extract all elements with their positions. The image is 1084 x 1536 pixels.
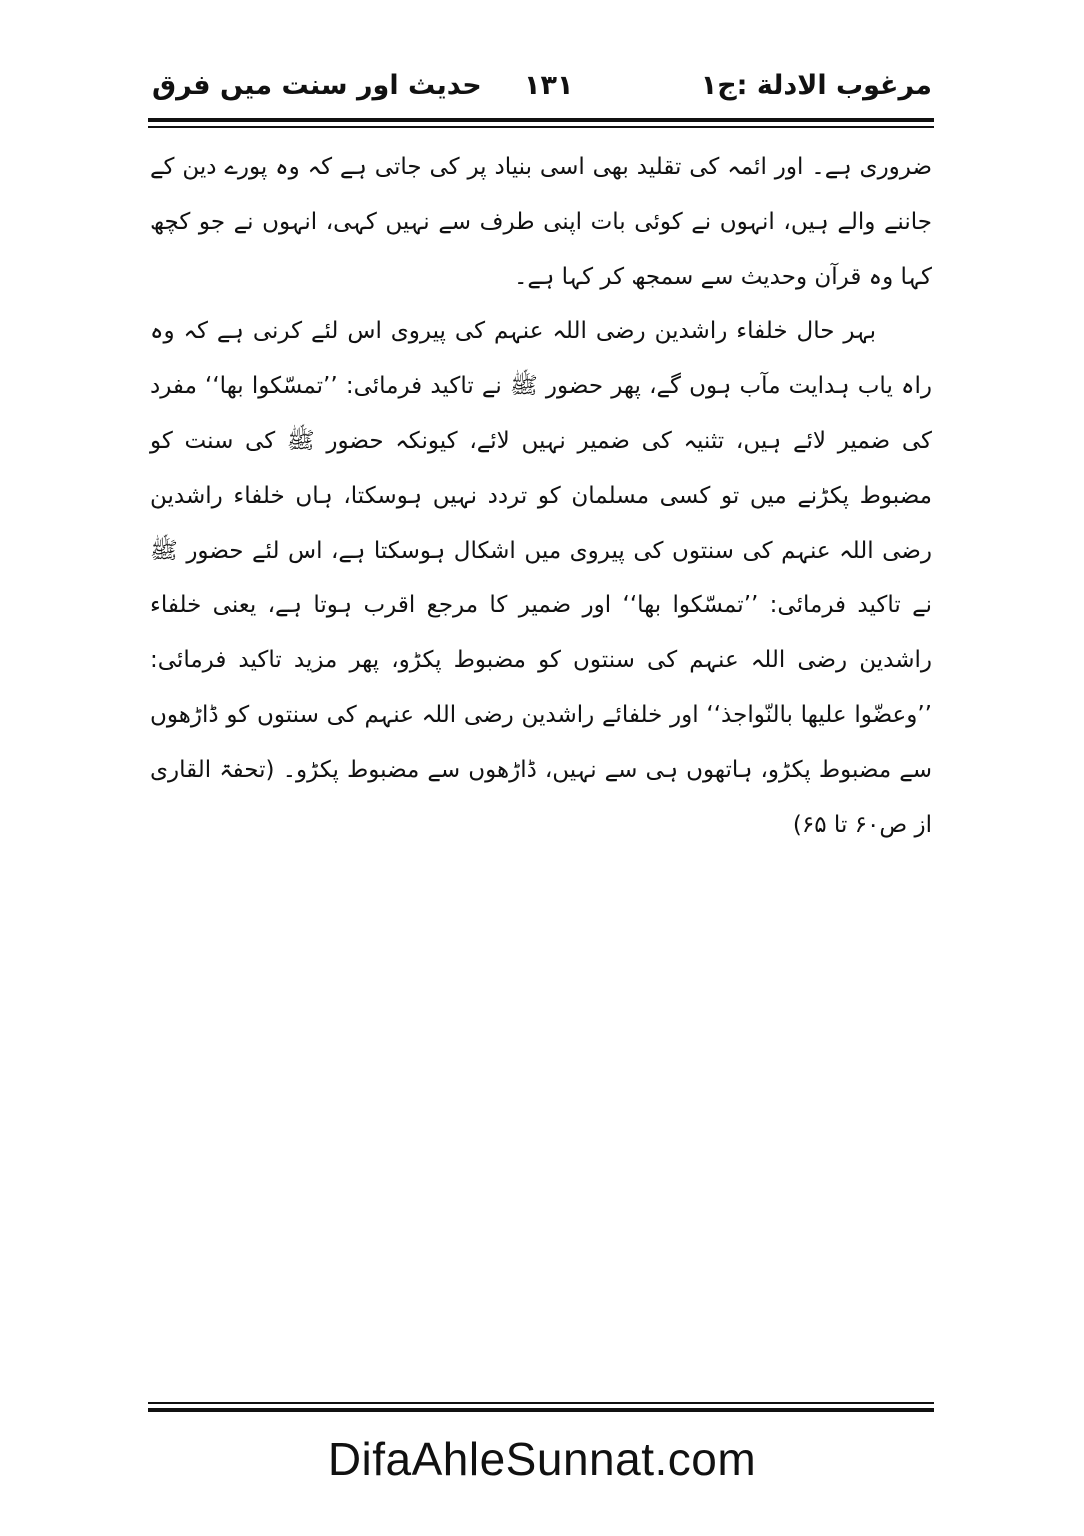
main-text bbox=[150, 140, 932, 852]
page-number: ۱۳۱ bbox=[524, 70, 574, 101]
book-title: مرغوب الادلة :ج۱ bbox=[700, 70, 932, 101]
footer-rule-thin bbox=[148, 1402, 934, 1404]
website-footer: DifaAhleSunnat.com bbox=[327, 1433, 757, 1485]
chapter-title: حدیث اور سنت میں فرق bbox=[152, 70, 482, 101]
header-rule-thick bbox=[148, 118, 934, 122]
header-rule-thin bbox=[148, 126, 934, 128]
page-header bbox=[148, 64, 934, 116]
footer-rule-thick bbox=[148, 1408, 934, 1412]
paragraph-2: بہر حال خلفاء راشدین رضی اللہ عنہم کی پیروی اس لئے کرنی ہے کہ وہ راہ یاب ہدایت مآب ہوں گے، پھر حضور ﷺ نے تاکید فرمائی: ’’تمسّکوا بھا‘‘ مفرد کی ضمیر لائے ہیں، تثنیہ کی ضمیر نہیں لائے، کیونکہ حضور ﷺ کی سنت کو مضبوط پکڑنے میں تو کسی مسلمان کو تردد نہیں ہوسکتا، ہاں خلفاء راشدین رضی اللہ عنہم کی سنتوں کی پیروی میں اشکال ہوسکتا ہے، اس لئے حضور ﷺ نے تاکید فرمائی: ’’تمسّکوا بھا‘‘ اور ضمیر کا مرجع اقرب ہوتا ہے، یعنی خلفاء راشدین رضی اللہ عنہم کی سنتوں کو مضبوط پکڑو، پھر مزید تاکید فرمائی: ’’وعضّوا علیھا بالنّواجذ‘‘ اور خلفائے راشدین رضی اللہ عنہم کی سنتوں کو ڈاڑھوں سے مضبوط پکڑو، ہاتھوں ہی سے نہیں، ڈاڑھوں سے مضبوط پکڑو۔ (تحفۃ القاری از ص۶۰ تا ۶۵) bbox=[150, 318, 932, 838]
paragraph-1: ضروری ہے۔ اور ائمہ کی تقلید بھی اسی بنیاد پر کی جاتی ہے کہ وہ پورے دین کے جاننے والے ہیں، انہوں نے کوئی بات اپنی طرف سے نہیں کہی، انہوں نے جو کچھ کہا وہ قرآن وحدیث سے سمجھ کر کہا ہے۔ bbox=[150, 154, 932, 290]
